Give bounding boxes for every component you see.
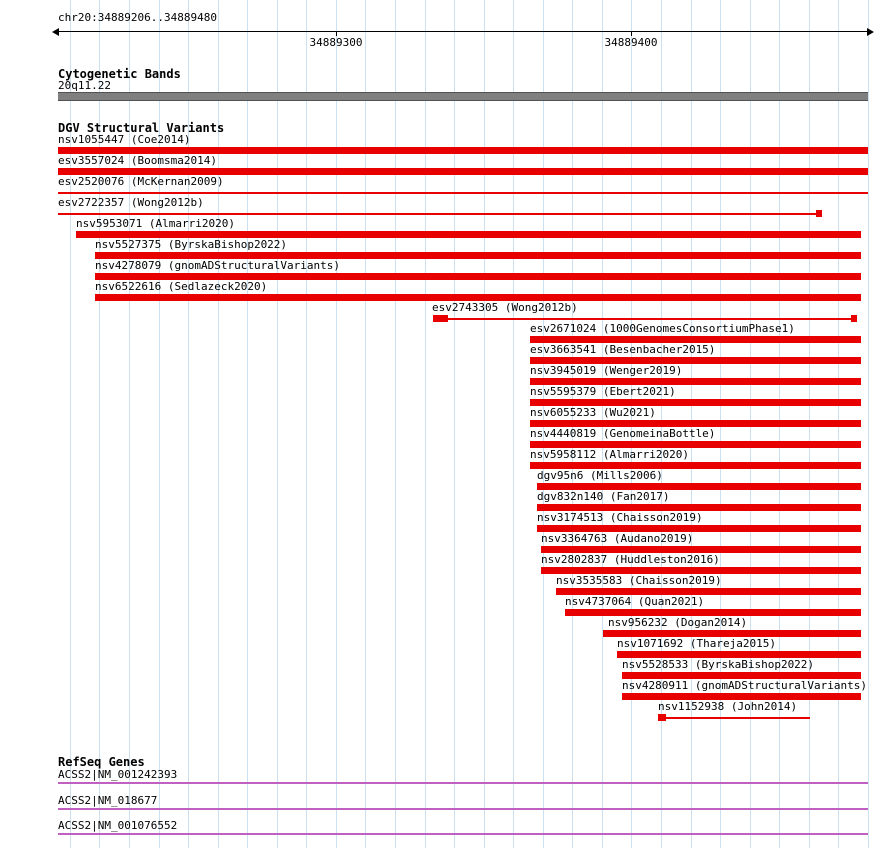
variant-label: dgv95n6 (Mills2006) (537, 469, 663, 482)
variant-label: dgv832n140 (Fan2017) (537, 490, 670, 503)
cytoband-label: 20q11.22 (58, 79, 111, 92)
variant-label: nsv5953071 (Almarri2020) (76, 217, 235, 230)
variant-label: esv2743305 (Wong2012b) (432, 301, 578, 314)
variant-label: nsv956232 (Dogan2014) (608, 616, 748, 629)
variant-bar[interactable] (622, 672, 861, 679)
gridline (513, 0, 514, 848)
variant-bar[interactable] (58, 168, 868, 175)
variant-label: nsv3945019 (Wenger2019) (530, 364, 683, 377)
variant-bar[interactable] (448, 318, 851, 320)
variant-bar[interactable] (530, 399, 861, 406)
dgv-track-title: DGV Structural Variants (58, 121, 225, 135)
gridline (336, 0, 337, 848)
gene-label: ACSS2|NM_001242393 (58, 768, 178, 781)
variant-bar[interactable] (530, 378, 861, 385)
variant-label: esv3663541 (Besenbacher2015) (530, 343, 716, 356)
variant-bar[interactable] (530, 420, 861, 427)
gridline (365, 0, 366, 848)
variant-bar[interactable] (530, 462, 861, 469)
variant-label: nsv5528533 (ByrskaBishop2022) (622, 658, 815, 671)
variant-label: esv3557024 (Boomsma2014) (58, 154, 217, 167)
variant-label: nsv6055233 (Wu2021) (530, 406, 656, 419)
gridline (484, 0, 485, 848)
variant-bar[interactable] (95, 252, 861, 259)
gene-glyph[interactable] (58, 808, 868, 810)
variant-bar[interactable] (530, 357, 861, 364)
variant-label: nsv6522616 (Sedlazeck2020) (95, 280, 268, 293)
ruler-right-arrow-icon (867, 28, 874, 36)
gridline (277, 0, 278, 848)
ruler-line (58, 31, 868, 32)
variant-bar[interactable] (816, 210, 822, 217)
variant-label: nsv4737064 (Quan2021) (565, 595, 705, 608)
ruler-left-arrow-icon (52, 28, 59, 36)
variant-label: esv2722357 (Wong2012b) (58, 196, 204, 209)
variant-label: nsv4440819 (GenomeinaBottle) (530, 427, 716, 440)
gridline (425, 0, 426, 848)
gene-glyph[interactable] (58, 833, 868, 835)
gridline (454, 0, 455, 848)
variant-label: nsv5958112 (Almarri2020) (530, 448, 689, 461)
variant-bar[interactable] (537, 504, 861, 511)
variant-label: nsv2802837 (Huddleston2016) (541, 553, 720, 566)
variant-label: esv2671024 (1000GenomesConsortiumPhase1) (530, 322, 795, 335)
refseq-track-title: RefSeq Genes (58, 755, 145, 769)
variant-bar[interactable] (565, 609, 861, 616)
variant-label: esv2520076 (McKernan2009) (58, 175, 224, 188)
variant-label: nsv5527375 (ByrskaBishop2022) (95, 238, 288, 251)
gene-label: ACSS2|NM_001076552 (58, 819, 178, 832)
variant-bar[interactable] (530, 336, 861, 343)
variant-bar[interactable] (58, 213, 817, 215)
region-label: chr20:34889206..34889480 (58, 11, 217, 24)
gene-label: ACSS2|NM_018677 (58, 794, 158, 807)
variant-bar[interactable] (433, 315, 448, 322)
variant-label: nsv5595379 (Ebert2021) (530, 385, 676, 398)
variant-bar[interactable] (58, 147, 868, 154)
variant-label: nsv3364763 (Audano2019) (541, 532, 694, 545)
variant-bar[interactable] (537, 483, 861, 490)
variant-bar[interactable] (58, 192, 868, 194)
variant-label: nsv1055447 (Coe2014) (58, 133, 191, 146)
variant-bar[interactable] (95, 294, 861, 301)
variant-bar[interactable] (617, 651, 861, 658)
variant-bar[interactable] (95, 273, 861, 280)
gene-glyph[interactable] (58, 782, 868, 784)
variant-bar[interactable] (666, 717, 810, 719)
cytoband-track-title: Cytogenetic Bands (58, 67, 181, 81)
cytoband-bar[interactable] (58, 92, 868, 101)
variant-bar[interactable] (603, 630, 861, 637)
variant-bar[interactable] (556, 588, 861, 595)
gridline (247, 0, 248, 848)
variant-bar[interactable] (622, 693, 861, 700)
variant-label: nsv1152938 (John2014) (658, 700, 798, 713)
variant-bar[interactable] (76, 231, 861, 238)
variant-bar[interactable] (537, 525, 861, 532)
variant-bar[interactable] (658, 714, 666, 721)
variant-label: nsv4280911 (gnomADStructuralVariants) (622, 679, 868, 692)
gridline (306, 0, 307, 848)
ruler-tick-label: 34889400 (604, 36, 658, 49)
variant-label: nsv3535583 (Chaisson2019) (556, 574, 722, 587)
variant-label: nsv1071692 (Thareja2015) (617, 637, 776, 650)
variant-bar[interactable] (530, 441, 861, 448)
variant-label: nsv3174513 (Chaisson2019) (537, 511, 703, 524)
ruler-tick-label: 34889300 (309, 36, 363, 49)
variant-bar[interactable] (851, 315, 857, 322)
variant-bar[interactable] (541, 567, 861, 574)
gridline (395, 0, 396, 848)
gridline (868, 0, 869, 848)
variant-bar[interactable] (541, 546, 861, 553)
variant-label: nsv4278079 (gnomADStructuralVariants) (95, 259, 341, 272)
